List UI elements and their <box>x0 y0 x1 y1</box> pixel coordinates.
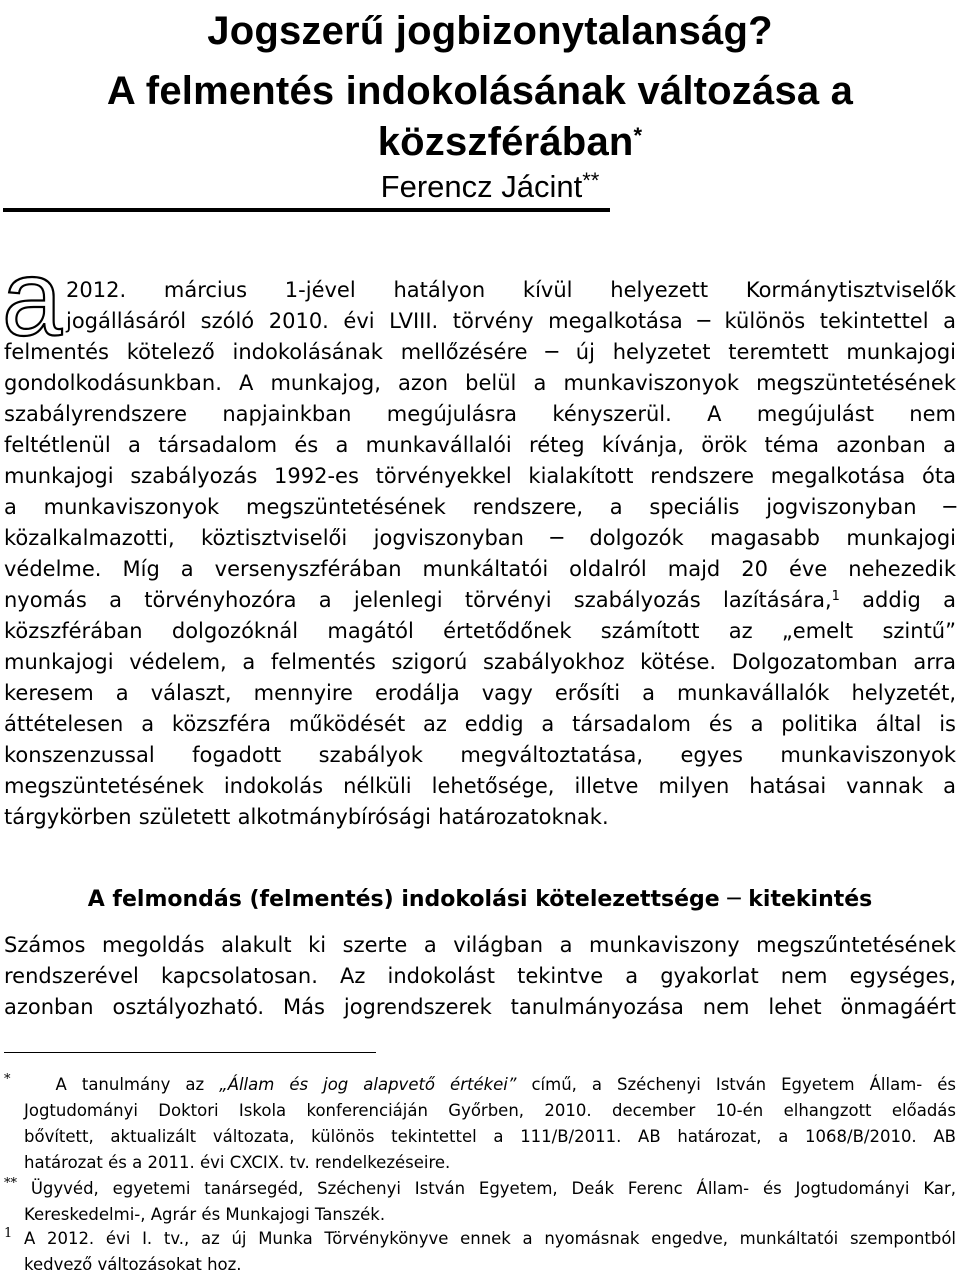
body-line-tail: addig a <box>839 588 956 612</box>
body-line: közszférában dolgozóknál magától értetődőnek számított az „emelt szintű” <box>4 619 956 643</box>
body-line: áttételesen a közszféra működését az eddig a társadalom és a politika által is <box>4 712 956 736</box>
section-heading: A felmondás (felmentés) indokolási kötelezettsége ─ kitekintés <box>87 887 873 912</box>
body-line: gondolkodásunkban. A munkajog, azon belül a munkaviszonyok megszüntetésének <box>4 371 956 395</box>
footnote-mark: 1 <box>4 1226 13 1241</box>
footnote-text: A tanulmány az <box>55 1075 220 1094</box>
footnote-1 <box>4 1072 956 1176</box>
body-line: szabályrendszere napjainkban megújulásra kényszerül. A megújulást nem <box>4 402 956 426</box>
section-line: Számos megoldás alakult ki szerte a világban a munkaviszony megszűntetésének <box>4 933 956 957</box>
body-line: megszüntetésének indokolás nélküli lehetősége, illetve milyen hatásai vannak a <box>4 774 956 798</box>
body-line: feltétlenül a társadalom és a munkavállalói réteg kívánja, örök téma azonban a <box>4 433 956 457</box>
abstract-paragraph <box>4 275 956 833</box>
title-line-1: Jogszerű jogbizonytalanság? <box>207 9 773 53</box>
section-paragraph <box>4 930 956 1023</box>
footnote-2 <box>4 1176 956 1228</box>
footnote-text: Ügyvéd, egyetemi tanársegéd, Széchenyi István Egyetem, Deák Ferenc Állam- és Jogtudományi Kar, <box>30 1179 956 1198</box>
body-line-text: nyomás a törvényhozóra a jelenlegi törvényi szabályozás lazítására, <box>4 588 832 612</box>
body-line: védelme. Míg a versenyszférában munkáltatói oldalról majd 20 éve nehezedik <box>4 557 956 581</box>
body-line: közalkalmazotti, köztisztviselői jogviszonyban ─ dolgozók magasabb munkajogi <box>4 526 956 550</box>
body-line: 2012. március 1-jével hatályon kívül helyezett Kormánytisztviselők <box>66 278 956 302</box>
footnote-mark: * <box>4 1072 11 1087</box>
title-line-2: A felmentés indokolásának változása a <box>106 69 854 113</box>
footnote-line <box>4 1176 956 1202</box>
body-line: tárgykörben született alkotmánybírósági határozatoknak. <box>4 805 609 829</box>
title-footnote-mark: * <box>633 123 643 148</box>
body-line: felmentés kötelező indokolásának mellőzésére ─ új helyzetet teremtett munkajogi <box>4 340 956 364</box>
body-line: munkajogi szabályozás 1992-es törvényekkel kialakított rendszere megalkotása óta <box>4 464 956 488</box>
drop-cap: a <box>2 237 63 358</box>
title-rule <box>3 208 610 212</box>
footnote-text: című, a Széchenyi István Egyetem Állam- és <box>516 1075 956 1094</box>
body-line: a munkaviszonyok megszüntetésének rendszere, a speciális jogviszonyban ─ <box>4 495 956 519</box>
footnote-separator <box>4 1052 376 1053</box>
footnote-line: bővített, aktualizált változata, különös tekintettel a 111/B/2011. AB határozat, a 1068/B/2010. AB <box>24 1127 956 1146</box>
body-line: jogállásáról szóló 2010. évi LVIII. törvény megalkotása ─ különös tekintettel a <box>66 309 956 333</box>
title-line-3 <box>30 117 960 167</box>
body-line: konszenzussal fogadott szabályok megváltoztatása, egyes munkaviszonyok <box>4 743 956 767</box>
footnote-line: Jogtudományi Doktori Iskola konferenciáján Győrben, 2010. december 10-én elhangzott előadás <box>24 1101 956 1120</box>
footnote-ref: 1 <box>831 589 840 604</box>
author-footnote-mark: ** <box>582 168 600 193</box>
author-name: Ferencz Jácint <box>380 169 583 204</box>
footnote-line: határozat és a 2011. évi CXCIX. tv. rendelkezéseire. <box>24 1153 451 1172</box>
body-line: keresem a választ, mennyire erodálja vagy erősíti a munkavállalók helyzetét, <box>4 681 956 705</box>
footnote-mark: ** <box>4 1176 17 1191</box>
footnote-line <box>4 1226 956 1252</box>
footnote-line: Kereskedelmi-, Agrár és Munkajogi Tanszék. <box>24 1205 386 1224</box>
section-line: azonban osztályozható. Más jogrendszerek tanulmányozása nem lehet önmagáért <box>4 995 956 1019</box>
footnote-line: kedvező változásokat hoz. <box>24 1255 242 1274</box>
title-line-3-text: közszférában <box>377 120 634 164</box>
footnote-line <box>4 1072 956 1098</box>
footnote-italic-title: „Állam és jog alapvető értékei” <box>219 1075 517 1094</box>
author <box>0 166 960 208</box>
body-line: munkajogi védelem, a felmentés szigorú szabályokhoz kötése. Dolgozatomban arra <box>4 650 956 674</box>
footnote-3 <box>4 1226 956 1278</box>
footnote-text: A 2012. évi I. tv., az új Munka Törvénykönyve ennek a nyomásnak engedve, munkáltatói szempontból <box>24 1229 956 1248</box>
body-line-with-ref <box>4 585 956 616</box>
section-line: rendszerével kapcsolatosan. Az indokolást tekintve a gyakorlat nem egységes, <box>4 964 956 988</box>
